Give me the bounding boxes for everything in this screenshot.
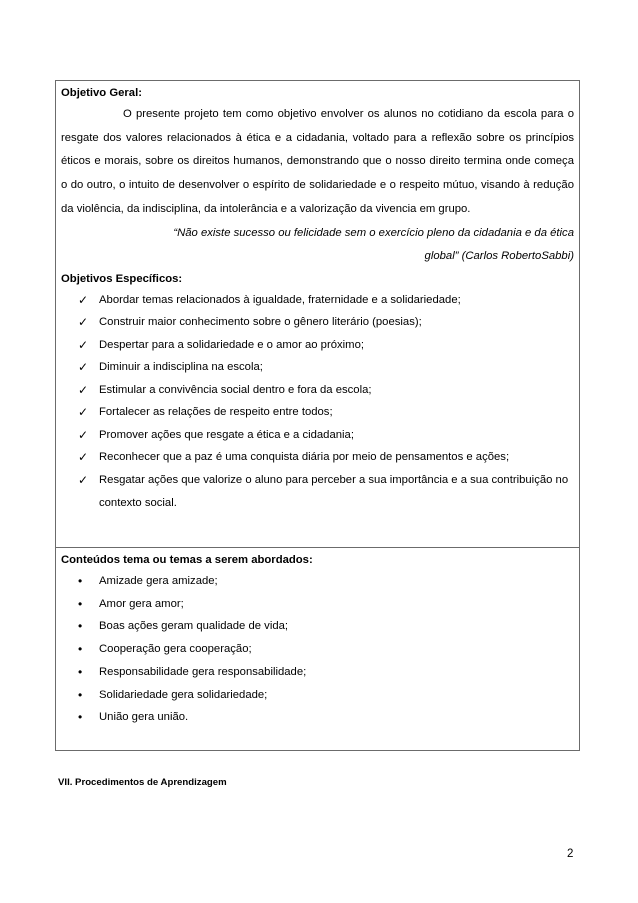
objetivo-geral-quote: “Não existe sucesso ou felicidade sem o exercício pleno da cidadania e da ética global” (Carlos RobertoSabbi) <box>173 226 574 263</box>
list-item-text: Estimular a convivência social dentro e fora da escola; <box>99 383 372 396</box>
bullet-icon: • <box>78 642 83 657</box>
checkmark-icon: ✓ <box>78 472 89 487</box>
list-item <box>61 289 574 312</box>
list-item <box>61 356 574 379</box>
list-item <box>61 334 574 357</box>
list-item <box>61 446 574 469</box>
page-number: 2 <box>567 848 574 860</box>
list-item <box>61 684 574 707</box>
list-item-text: Construir maior conhecimento sobre o gênero literário (poesias); <box>99 316 422 329</box>
checkmark-icon: ✓ <box>78 427 89 442</box>
checkmark-icon: ✓ <box>78 292 89 307</box>
list-item-text: União gera união. <box>99 711 189 724</box>
list-item-text: Abordar temas relacionados à igualdade, fraternidade e a solidariedade; <box>99 293 461 306</box>
checkmark-icon: ✓ <box>78 337 89 352</box>
conteudos-list <box>61 570 574 729</box>
contents-cell <box>56 548 580 751</box>
list-item-text: Reconhecer que a paz é uma conquista diária por meio de pensamentos e ações; <box>99 451 510 464</box>
list-item-text: Amizade gera amizade; <box>99 575 218 587</box>
list-item <box>61 379 574 402</box>
list-item <box>61 706 574 729</box>
list-item-text: Cooperação gera cooperação; <box>99 643 252 656</box>
checkmark-icon: ✓ <box>78 382 89 397</box>
list-item-text: Amor gera amor; <box>99 597 184 610</box>
list-item <box>61 570 574 593</box>
objectives-cell <box>56 81 580 548</box>
document-table <box>55 80 580 751</box>
list-item <box>61 469 574 516</box>
checkmark-icon: ✓ <box>78 450 89 465</box>
list-item-text: Boas ações geram qualidade de vida; <box>99 620 289 633</box>
list-item-text: Diminuir a indisciplina na escola; <box>99 361 263 374</box>
checkmark-icon: ✓ <box>78 405 89 420</box>
list-item-text: Fortalecer as relações de respeito entre todos; <box>99 406 333 419</box>
list-item-text: Promover ações que resgate a ética e a cidadania; <box>99 428 354 441</box>
bullet-icon: • <box>78 596 83 611</box>
list-item <box>61 424 574 447</box>
list-item-text: Resgatar ações que valorize o aluno para perceber a sua importância e a sua contribuição no contexto social. <box>99 473 569 510</box>
bullet-icon: • <box>78 619 83 634</box>
list-item <box>61 593 574 616</box>
list-item <box>61 401 574 424</box>
list-item-text: Responsabilidade gera responsabilidade; <box>99 665 307 678</box>
bullet-icon: • <box>78 687 83 702</box>
list-item <box>61 661 574 684</box>
bullet-icon: • <box>78 574 83 588</box>
objetivos-especificos-heading: Objetivos Específicos: <box>61 272 183 285</box>
bullet-icon: • <box>78 664 83 679</box>
checkmark-icon: ✓ <box>78 360 89 375</box>
conteudos-heading: Conteúdos tema ou temas a serem abordados: <box>61 554 313 566</box>
list-item-text: Despertar para a solidariedade e o amor ao próximo; <box>99 338 364 351</box>
list-item <box>61 615 574 638</box>
objetivo-geral-heading: Objetivo Geral: <box>61 87 142 99</box>
section-title: VII. Procedimentos de Aprendizagem <box>58 777 227 788</box>
list-item <box>61 311 574 334</box>
objetivo-geral-paragraph: O presente projeto tem como objetivo envolver os alunos no cotidiano da escola para o resgate dos valores relacionados à ética e a cidadania, voltado para a reflexão sobre os princípios éticos e morais, sobre os direitos humanos, demonstrando que o nosso direito termina onde começa o do outro, o intuito de desenvolver o espírito de solidariedade e o respeito mútuo, visando à redução da violência, da indisciplina, da intolerância e a valorização da vivencia em grupo. <box>61 108 574 215</box>
list-item-text: Solidariedade gera solidariedade; <box>99 688 268 701</box>
list-item <box>61 638 574 661</box>
objetivos-especificos-list <box>61 289 574 516</box>
bullet-icon: • <box>78 710 83 725</box>
checkmark-icon: ✓ <box>78 315 89 330</box>
